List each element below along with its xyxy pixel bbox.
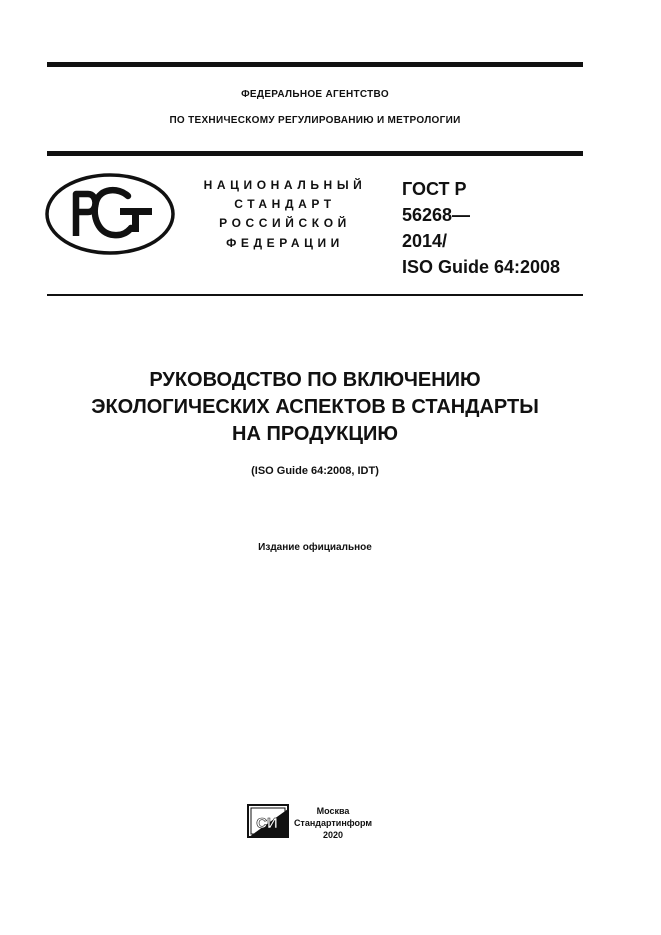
designation-line-2: 56268— [402,205,471,225]
designation-line-3: 2014/ [402,231,448,251]
publisher-year: 2020 [322,830,344,840]
document-title [47,367,583,448]
title-line-1: РУКОВОДСТВО ПО ВКЛЮЧЕНИЮ [149,369,481,391]
edition-note: Издание официальное [258,542,372,553]
standartinform-logo-icon [247,804,289,838]
national-standard-line-1: НАЦИОНАЛЬНЫЙ [203,178,367,192]
publisher-block [293,805,373,841]
publisher-city: Москва [316,806,350,816]
national-standard-line-3: РОССИЙСКОЙ [219,216,351,230]
designation-line-4: ISO Guide 64:2008 [402,257,561,277]
header-rule [47,151,583,156]
rst-certification-mark-icon [44,172,176,256]
national-standard-line-4: ФЕДЕРАЦИИ [226,236,344,250]
top-rule [47,62,583,67]
logo-text: РСТ [110,254,112,255]
national-standard-line-2: СТАНДАРТ [234,197,336,211]
iso-reference: (ISO Guide 64:2008, IDT) [251,465,379,477]
agency-line-2: ПО ТЕХНИЧЕСКОМУ РЕГУЛИРОВАНИЮ И МЕТРОЛОГИИ [169,115,461,126]
publisher-logo-text: СИ [256,815,278,832]
agency-line-1: ФЕДЕРАЛЬНОЕ АГЕНТСТВО [241,89,389,100]
designation-rule [47,294,583,296]
title-line-3: НА ПРОДУКЦИЮ [232,423,398,445]
title-line-2: ЭКОЛОГИЧЕСКИХ АСПЕКТОВ В СТАНДАРТЫ [91,396,539,418]
designation-line-1: ГОСТ Р [402,179,467,199]
publisher-name: Стандартинформ [293,818,373,828]
